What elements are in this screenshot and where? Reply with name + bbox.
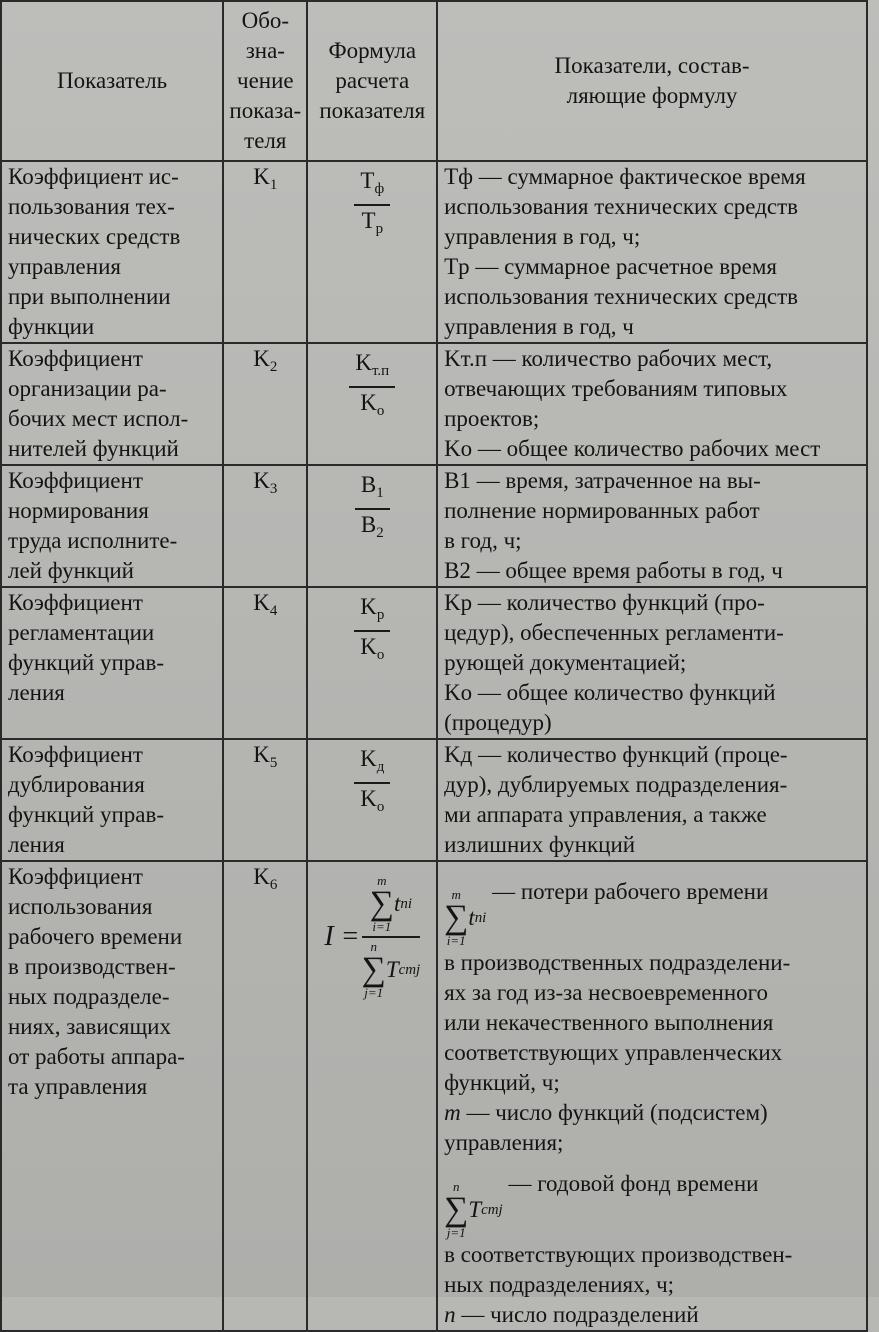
- header-indicator: Показатель: [1, 1, 223, 161]
- text-line: нителей функций: [8, 436, 179, 461]
- text-line: функций управ-: [8, 650, 165, 675]
- text-line: функций управ-: [8, 802, 165, 827]
- header-formula: [307, 1, 437, 161]
- text-line: Коэффициент: [8, 590, 143, 615]
- text-line: функций, ч;: [444, 1070, 560, 1095]
- text-line: нормирования: [8, 498, 149, 523]
- text-line: нических средств: [8, 224, 181, 249]
- text-line: соответствующих управленческих: [444, 1040, 783, 1065]
- text-line: чение: [237, 68, 294, 93]
- table-header-row: [1, 1, 867, 161]
- text-line: ных подразделениях, ч;: [444, 1272, 675, 1297]
- indicator-symbol: $K_4$: [223, 587, 307, 739]
- text-line: Коэффициент: [8, 346, 143, 371]
- indicator-description: [437, 161, 867, 343]
- text-line: излишних функций: [444, 832, 636, 857]
- text-line: показа-: [229, 98, 302, 123]
- indicator-name: [1, 861, 223, 1331]
- text-line: рабочего времени: [8, 924, 183, 949]
- indicator-formula: $\frac{B_1}{B_2}$: [307, 465, 437, 587]
- indicator-name: [1, 343, 223, 465]
- indicator-symbol: $K_5$: [223, 739, 307, 861]
- text-line: ления: [8, 680, 65, 705]
- text-line: дублирования: [8, 772, 145, 797]
- text-line: ляющие формулу: [566, 83, 738, 108]
- text-line: труда исполните-: [8, 528, 178, 553]
- text-line: или некачественного выполнения: [444, 1010, 774, 1035]
- text-line: полнение нормированных работ: [444, 498, 760, 523]
- table-row: [1, 739, 867, 861]
- text-line: управления в год, ч: [444, 314, 634, 339]
- indicator-name: [1, 739, 223, 861]
- text-line: B1 — время, затраченное на вы-: [444, 468, 761, 493]
- indicator-name: [1, 465, 223, 587]
- text-line: в производственных подразделени-: [444, 950, 791, 975]
- text-line: использования технических средств: [444, 284, 799, 309]
- text-line: Kр — количество функций (про-: [444, 590, 765, 615]
- text-line: Коэффициент: [8, 742, 143, 767]
- indicator-description: [437, 587, 867, 739]
- text-line: пользования тех-: [8, 194, 175, 219]
- text-line: Коэффициент: [8, 864, 143, 889]
- indicator-symbol: $K_1$: [223, 161, 307, 343]
- text-line: Tр — суммарное расчетное время: [444, 254, 777, 279]
- text-line: функции: [8, 314, 95, 339]
- text-line: в год, ч;: [444, 528, 522, 553]
- indicator-symbol: $K_2$: [223, 343, 307, 465]
- text-line: Kо — общее количество функций: [444, 680, 776, 705]
- text-line: использования технических средств: [444, 194, 799, 219]
- text-line: теля: [244, 128, 287, 153]
- text-line: Kд — количество функций (проце-: [444, 742, 788, 767]
- indicator-symbol: $K_6$: [223, 861, 307, 1331]
- header-components: [437, 1, 867, 161]
- text-line: в производствен-: [8, 954, 176, 979]
- text-line: при выполнении: [8, 284, 171, 309]
- text-line: (процедур): [444, 710, 552, 735]
- text-line: лей функций: [8, 558, 134, 583]
- table-row: [1, 587, 867, 739]
- text-line: управления: [8, 254, 121, 279]
- table-row: [1, 465, 867, 587]
- text-line: Tф — суммарное фактическое время: [444, 164, 806, 189]
- text-line: расчета: [335, 68, 410, 93]
- text-line: от работы аппара-: [8, 1044, 185, 1069]
- indicator-description: [437, 739, 867, 861]
- table-row: [1, 161, 867, 343]
- text-line: Коэффициент ис-: [8, 164, 179, 189]
- indicator-formula: $\frac{T_ф}{T_p}$: [307, 161, 437, 343]
- text-line: ных подразделе-: [8, 984, 170, 1009]
- text-line: использования: [8, 894, 153, 919]
- text-line: Kт.п — количество рабочих мест,: [444, 346, 773, 371]
- text-line: цедур), обеспеченных регламенти-: [444, 620, 784, 645]
- text-line: организации ра-: [8, 376, 167, 401]
- text-line: управления в год, ч;: [444, 224, 641, 249]
- indicator-symbol: $K_3$: [223, 465, 307, 587]
- text-line: Показатели, состав-: [554, 53, 750, 78]
- text-line: показателя: [319, 98, 426, 123]
- indicator-description: m ∑ i=1 t ni — потери рабочего времени в производственных подразделени- ях за год из-за несвоевременного или некачественного выполнения соответствующих управленческих функций, ч; m — число функций (подсистем) управления; n ∑ j=1 T cmj — годовой фонд времени в соответствующих производствен- ных подразделениях, ч; n — число подразделений: [437, 861, 867, 1331]
- text-line: ми аппарата управления, а также: [444, 802, 767, 827]
- text-line: зна-: [245, 38, 285, 63]
- indicator-name: [1, 161, 223, 343]
- indicator-description: [437, 343, 867, 465]
- text-line: Коэффициент: [8, 468, 143, 493]
- indicator-formula: I = m ∑ i=1 t ni n ∑ j=1 T cmj: [307, 861, 437, 1331]
- indicator-formula: $\frac{K_p}{K_o}$: [307, 587, 437, 739]
- text-line: Kо — общее количество рабочих мест: [444, 436, 821, 461]
- table-row: [1, 343, 867, 465]
- indicator-name: [1, 587, 223, 739]
- text-line: B2 — общее время работы в год, ч: [444, 558, 783, 583]
- text-line: регламентации: [8, 620, 155, 645]
- text-line: ях за год из-за несвоевременного: [444, 980, 768, 1005]
- text-line: отвечающих требованиям типовых: [444, 376, 788, 401]
- table-row: [1, 861, 867, 1331]
- text-line: та управления: [8, 1074, 148, 1099]
- indicator-description: [437, 465, 867, 587]
- text-line: Обо-: [241, 8, 290, 33]
- text-line: в соответствующих производствен-: [444, 1242, 793, 1267]
- text-line: проектов;: [444, 406, 540, 431]
- text-line: ления: [8, 832, 65, 857]
- indicator-formula: $\frac{K_д}{K_o}$: [307, 739, 437, 861]
- text-line: рующей документацией;: [444, 650, 687, 675]
- text-line: Формула: [328, 38, 417, 63]
- text-line: ниях, зависящих: [8, 1014, 171, 1039]
- text-line: бочих мест испол-: [8, 406, 189, 431]
- header-designation: [223, 1, 307, 161]
- text-line: дур), дублируемых подразделения-: [444, 772, 788, 797]
- indicator-formula: $\frac{K_{т.п}}{K_o}$: [307, 343, 437, 465]
